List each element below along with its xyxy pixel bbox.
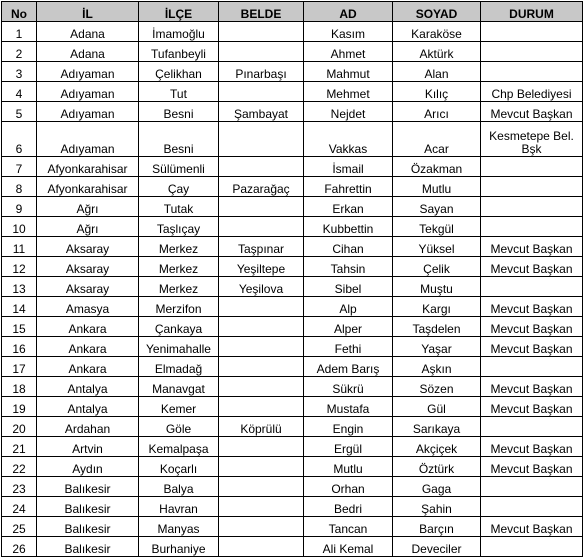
cell-belde[interactable] — [219, 157, 304, 177]
table-row — [2, 477, 583, 497]
cell-ad[interactable]: Tahsin — [304, 257, 393, 277]
header-row — [2, 2, 583, 22]
header-no: No — [2, 2, 37, 22]
table-row — [2, 257, 583, 277]
cell-il[interactable]: Aksaray — [37, 257, 139, 277]
cell-ad[interactable]: Kubbettin — [304, 217, 393, 237]
table-row — [2, 337, 583, 357]
cell-ad[interactable]: Mehmet — [304, 82, 393, 102]
cell-belde[interactable] — [219, 537, 304, 557]
cell-durum[interactable] — [481, 357, 583, 377]
cell-ad[interactable]: Adem Barış — [304, 357, 393, 377]
cell-ad[interactable]: Tancan — [304, 517, 393, 537]
cell-no[interactable]: 22 — [2, 457, 37, 477]
cell-ilce[interactable]: Göle — [139, 417, 219, 437]
cell-durum[interactable]: Mevcut Başkan — [481, 337, 583, 357]
cell-ilce[interactable]: Kemer — [139, 397, 219, 417]
cell-no[interactable]: 16 — [2, 337, 37, 357]
table-row — [2, 537, 583, 557]
cell-belde[interactable] — [219, 397, 304, 417]
cell-il[interactable]: Adıyaman — [37, 82, 139, 102]
cell-il[interactable]: Ardahan — [37, 417, 139, 437]
cell-belde[interactable] — [219, 197, 304, 217]
cell-soyad[interactable]: Özakman — [393, 157, 481, 177]
table-row — [2, 517, 583, 537]
header-ad: AD — [304, 2, 393, 22]
cell-ilce[interactable]: Çankaya — [139, 317, 219, 337]
cell-durum[interactable] — [481, 197, 583, 217]
cell-soyad[interactable]: Şahin — [393, 497, 481, 517]
cell-no[interactable]: 8 — [2, 177, 37, 197]
cell-durum[interactable] — [481, 22, 583, 42]
cell-no[interactable]: 1 — [2, 22, 37, 42]
cell-il[interactable]: Antalya — [37, 377, 139, 397]
cell-ilce[interactable]: Besni — [139, 122, 219, 157]
cell-belde[interactable]: Şambayat — [219, 102, 304, 122]
cell-soyad[interactable]: Aşkın — [393, 357, 481, 377]
cell-ilce[interactable]: İmamoğlu — [139, 22, 219, 42]
header-il: İL — [37, 2, 139, 22]
cell-ad[interactable]: Ergül — [304, 437, 393, 457]
cell-ilce[interactable]: Merkez — [139, 237, 219, 257]
cell-ilce[interactable]: Sülümenli — [139, 157, 219, 177]
cell-il[interactable]: Amasya — [37, 297, 139, 317]
cell-durum[interactable]: Mevcut Başkan — [481, 102, 583, 122]
cell-ad[interactable]: Erkan — [304, 197, 393, 217]
table-row — [2, 277, 583, 297]
cell-ilce[interactable]: Havran — [139, 497, 219, 517]
cell-ad[interactable]: Fahrettin — [304, 177, 393, 197]
cell-ad[interactable]: Alper — [304, 317, 393, 337]
cell-no[interactable]: 20 — [2, 417, 37, 437]
cell-soyad[interactable]: Öztürk — [393, 457, 481, 477]
cell-ilce[interactable]: Merkez — [139, 257, 219, 277]
cell-ad[interactable]: Sükrü — [304, 377, 393, 397]
cell-il[interactable]: Afyonkarahisar — [37, 157, 139, 177]
cell-ad[interactable]: Alp — [304, 297, 393, 317]
cell-il[interactable]: Ankara — [37, 357, 139, 377]
table-row — [2, 42, 583, 62]
cell-no[interactable]: 24 — [2, 497, 37, 517]
cell-no[interactable]: 12 — [2, 257, 37, 277]
cell-durum[interactable]: Mevcut Başkan — [481, 517, 583, 537]
table-row — [2, 357, 583, 377]
cell-no[interactable]: 15 — [2, 317, 37, 337]
cell-belde[interactable] — [219, 317, 304, 337]
cell-durum[interactable]: Mevcut Başkan — [481, 397, 583, 417]
cell-ad[interactable]: Bedri — [304, 497, 393, 517]
header-soyad: SOYAD — [393, 2, 481, 22]
cell-durum[interactable]: Mevcut Başkan — [481, 437, 583, 457]
cell-il[interactable]: Artvin — [37, 437, 139, 457]
cell-durum[interactable]: Kesmetepe Bel. Bşk — [481, 122, 583, 157]
table-row — [2, 417, 583, 437]
cell-belde[interactable] — [219, 22, 304, 42]
table-row — [2, 457, 583, 477]
cell-ad[interactable]: Ali Kemal — [304, 537, 393, 557]
cell-no[interactable]: 5 — [2, 102, 37, 122]
cell-soyad[interactable]: Akçiçek — [393, 437, 481, 457]
cell-il[interactable]: Balıkesir — [37, 537, 139, 557]
cell-il[interactable]: Balıkesir — [37, 497, 139, 517]
cell-durum[interactable] — [481, 497, 583, 517]
cell-durum[interactable] — [481, 417, 583, 437]
cell-il[interactable]: Adıyaman — [37, 102, 139, 122]
cell-durum[interactable]: Mevcut Başkan — [481, 317, 583, 337]
cell-il[interactable]: Aydın — [37, 457, 139, 477]
cell-ilce[interactable]: Burhaniye — [139, 537, 219, 557]
cell-belde[interactable]: Pazarağaç — [219, 177, 304, 197]
cell-no[interactable]: 23 — [2, 477, 37, 497]
cell-ilce[interactable]: Çelikhan — [139, 62, 219, 82]
cell-ilce[interactable]: Besni — [139, 102, 219, 122]
cell-no[interactable]: 17 — [2, 357, 37, 377]
cell-ad[interactable]: Mutlu — [304, 457, 393, 477]
table-row — [2, 217, 583, 237]
cell-belde[interactable]: Taşpınar — [219, 237, 304, 257]
cell-il[interactable]: Adıyaman — [37, 62, 139, 82]
table-row — [2, 177, 583, 197]
cell-durum[interactable]: Mevcut Başkan — [481, 377, 583, 397]
header-durum: DURUM — [481, 2, 583, 22]
cell-durum[interactable] — [481, 477, 583, 497]
cell-no[interactable]: 10 — [2, 217, 37, 237]
cell-il[interactable]: Balıkesir — [37, 517, 139, 537]
cell-ilce[interactable]: Tutak — [139, 197, 219, 217]
table-row — [2, 102, 583, 122]
cell-ad[interactable]: Fethi — [304, 337, 393, 357]
cell-ad[interactable]: Kasım — [304, 22, 393, 42]
cell-soyad[interactable]: Arıcı — [393, 102, 481, 122]
cell-il[interactable]: Balıkesir — [37, 477, 139, 497]
table-row — [2, 197, 583, 217]
cell-ilce[interactable]: Taşlıçay — [139, 217, 219, 237]
cell-durum[interactable]: Mevcut Başkan — [481, 237, 583, 257]
cell-ilce[interactable]: Koçarlı — [139, 457, 219, 477]
header-belde: BELDE — [219, 2, 304, 22]
cell-soyad[interactable]: Kargı — [393, 297, 481, 317]
cell-ilce[interactable]: Manavgat — [139, 377, 219, 397]
table-row — [2, 122, 583, 157]
cell-ad[interactable]: Mahmut — [304, 62, 393, 82]
cell-soyad[interactable]: Kılıç — [393, 82, 481, 102]
cell-no[interactable]: 19 — [2, 397, 37, 417]
cell-soyad[interactable]: Barçın — [393, 517, 481, 537]
cell-soyad[interactable]: Mutlu — [393, 177, 481, 197]
cell-belde[interactable] — [219, 437, 304, 457]
table-row — [2, 497, 583, 517]
cell-no[interactable]: 3 — [2, 62, 37, 82]
cell-ad[interactable]: Nejdet — [304, 102, 393, 122]
cell-ad[interactable]: Mustafa — [304, 397, 393, 417]
cell-durum[interactable]: Mevcut Başkan — [481, 457, 583, 477]
cell-il[interactable]: Afyonkarahisar — [37, 177, 139, 197]
cell-soyad[interactable]: Alan — [393, 62, 481, 82]
cell-durum[interactable] — [481, 62, 583, 82]
cell-no[interactable]: 13 — [2, 277, 37, 297]
cell-ilce[interactable]: Kemalpaşa — [139, 437, 219, 457]
cell-soyad[interactable]: Yüksel — [393, 237, 481, 257]
cell-il[interactable]: Ankara — [37, 337, 139, 357]
cell-belde[interactable] — [219, 217, 304, 237]
cell-soyad[interactable]: Sayan — [393, 197, 481, 217]
cell-no[interactable]: 18 — [2, 377, 37, 397]
cell-ad[interactable]: Vakkas — [304, 122, 393, 157]
table-row — [2, 317, 583, 337]
cell-soyad[interactable]: Çelik — [393, 257, 481, 277]
cell-belde[interactable]: Pınarbaşı — [219, 62, 304, 82]
cell-ilce[interactable]: Balya — [139, 477, 219, 497]
cell-soyad[interactable]: Sarıkaya — [393, 417, 481, 437]
table-row — [2, 377, 583, 397]
cell-no[interactable]: 11 — [2, 237, 37, 257]
cell-belde[interactable] — [219, 377, 304, 397]
cell-belde[interactable] — [219, 517, 304, 537]
table-row — [2, 437, 583, 457]
cell-il[interactable]: Adana — [37, 22, 139, 42]
cell-belde[interactable] — [219, 337, 304, 357]
cell-no[interactable]: 14 — [2, 297, 37, 317]
cell-il[interactable]: Adıyaman — [37, 122, 139, 157]
cell-no[interactable]: 2 — [2, 42, 37, 62]
table-row — [2, 397, 583, 417]
table-body — [2, 22, 583, 557]
cell-no[interactable]: 7 — [2, 157, 37, 177]
cell-durum[interactable] — [481, 42, 583, 62]
table-row — [2, 62, 583, 82]
cell-soyad[interactable]: Tekgül — [393, 217, 481, 237]
table-row — [2, 297, 583, 317]
cell-soyad[interactable]: Aktürk — [393, 42, 481, 62]
cell-soyad[interactable]: Yaşar — [393, 337, 481, 357]
cell-il[interactable]: Aksaray — [37, 237, 139, 257]
cell-durum[interactable] — [481, 277, 583, 297]
cell-durum[interactable]: Chp Belediyesi — [481, 82, 583, 102]
cell-belde[interactable] — [219, 122, 304, 157]
cell-belde[interactable] — [219, 357, 304, 377]
table-row — [2, 237, 583, 257]
cell-belde[interactable]: Köprülü — [219, 417, 304, 437]
cell-soyad[interactable]: Gaga — [393, 477, 481, 497]
cell-no[interactable]: 26 — [2, 537, 37, 557]
cell-no[interactable]: 21 — [2, 437, 37, 457]
table-row — [2, 22, 583, 42]
cell-ilce[interactable]: Tufanbeyli — [139, 42, 219, 62]
cell-belde[interactable] — [219, 457, 304, 477]
cell-il[interactable]: Adana — [37, 42, 139, 62]
cell-ad[interactable]: Cihan — [304, 237, 393, 257]
cell-soyad[interactable]: Deveciler — [393, 537, 481, 557]
cell-il[interactable]: Ankara — [37, 317, 139, 337]
cell-ilce[interactable]: Merzifon — [139, 297, 219, 317]
cell-durum[interactable]: Mevcut Başkan — [481, 297, 583, 317]
cell-no[interactable]: 6 — [2, 122, 37, 157]
cell-belde[interactable]: Yeşiltepe — [219, 257, 304, 277]
cell-ilce[interactable]: Manyas — [139, 517, 219, 537]
cell-no[interactable]: 9 — [2, 197, 37, 217]
candidate-table — [1, 1, 583, 557]
cell-il[interactable]: Antalya — [37, 397, 139, 417]
cell-belde[interactable] — [219, 477, 304, 497]
cell-no[interactable]: 25 — [2, 517, 37, 537]
cell-ilce[interactable]: Merkez — [139, 277, 219, 297]
cell-ad[interactable]: Engin — [304, 417, 393, 437]
cell-durum[interactable] — [481, 157, 583, 177]
cell-soyad[interactable]: Taşdelen — [393, 317, 481, 337]
cell-no[interactable]: 4 — [2, 82, 37, 102]
cell-durum[interactable]: Mevcut Başkan — [481, 257, 583, 277]
cell-soyad[interactable]: Muştu — [393, 277, 481, 297]
cell-ad[interactable]: Orhan — [304, 477, 393, 497]
cell-belde[interactable] — [219, 297, 304, 317]
cell-ad[interactable]: İsmail — [304, 157, 393, 177]
cell-soyad[interactable]: Sözen — [393, 377, 481, 397]
cell-durum[interactable] — [481, 177, 583, 197]
cell-belde[interactable] — [219, 82, 304, 102]
cell-il[interactable]: Ağrı — [37, 197, 139, 217]
cell-ilce[interactable]: Tut — [139, 82, 219, 102]
cell-belde[interactable] — [219, 497, 304, 517]
header-ilce: İLÇE — [139, 2, 219, 22]
cell-soyad[interactable]: Gül — [393, 397, 481, 417]
cell-belde[interactable]: Yeşilova — [219, 277, 304, 297]
cell-durum[interactable] — [481, 217, 583, 237]
cell-ad[interactable]: Ahmet — [304, 42, 393, 62]
cell-durum[interactable] — [481, 537, 583, 557]
cell-soyad[interactable]: Acar — [393, 122, 481, 157]
cell-il[interactable]: Aksaray — [37, 277, 139, 297]
cell-ilce[interactable]: Yenimahalle — [139, 337, 219, 357]
cell-ilce[interactable]: Elmadağ — [139, 357, 219, 377]
cell-il[interactable]: Ağrı — [37, 217, 139, 237]
cell-belde[interactable] — [219, 42, 304, 62]
table-row — [2, 157, 583, 177]
cell-ilce[interactable]: Çay — [139, 177, 219, 197]
cell-soyad[interactable]: Karaköse — [393, 22, 481, 42]
table-row — [2, 82, 583, 102]
cell-ad[interactable]: Sibel — [304, 277, 393, 297]
